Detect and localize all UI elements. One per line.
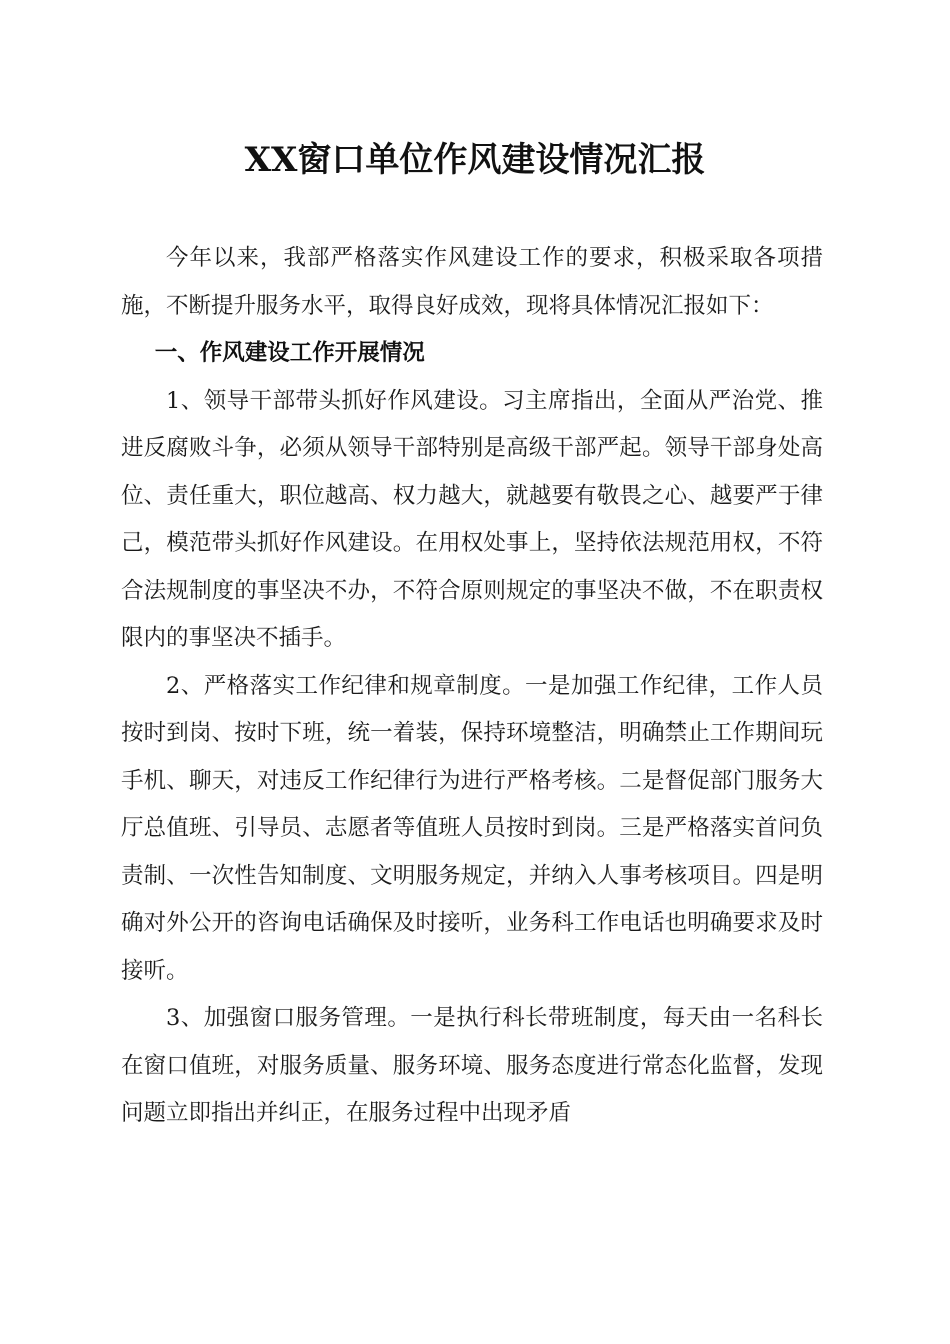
body-paragraph-2: 2、严格落实工作纪律和规章制度。一是加强工作纪律，工作人员按时到岗、按时下班，统一着装，保持环境整洁，明确禁止工作期间玩手机、聊天，对违反工作纪律行为进行严格考核。二是督促部门服务大厅总值班、引导员、志愿者等值班人员按时到岗。三是严格落实首问负责制、一次性告知制度、文明服务规定，并纳入人事考核项目。四是明确对外公开的咨询电话确保及时接听，业务科工作电话也明确要求及时接听。	[121, 672, 823, 984]
document-body	[121, 235, 823, 1138]
body-paragraph-1: 1、领导干部带头抓好作风建设。习主席指出，全面从严治党、推进反腐败斗争，必须从领导干部特别是高级干部严起。领导干部身处高位、责任重大，职位越高、权力越大，就越要有敬畏之心、越要严于律己，模范带头抓好作风建设。在用权处事上，坚持依法规范用权，不符合法规制度的事坚决不办，不符合原则规定的事坚决不做，不在职责权限内的事坚决不插手。	[121, 387, 823, 651]
section-heading: 一、作风建设工作开展情况	[154, 340, 425, 366]
body-paragraph-3: 3、加强窗口服务管理。一是执行科长带班制度，每天由一名科长在窗口值班，对服务质量、服务环境、服务态度进行常态化监督，发现问题立即指出并纠正，在服务过程中出现矛盾	[121, 1005, 823, 1126]
intro-paragraph: 今年以来，我部严格落实作风建设工作的要求，积极采取各项措施，不断提升服务水平，取得良好成效，现将具体情况汇报如下：	[121, 245, 823, 319]
document-title: XX窗口单位作风建设情况汇报	[244, 140, 706, 180]
